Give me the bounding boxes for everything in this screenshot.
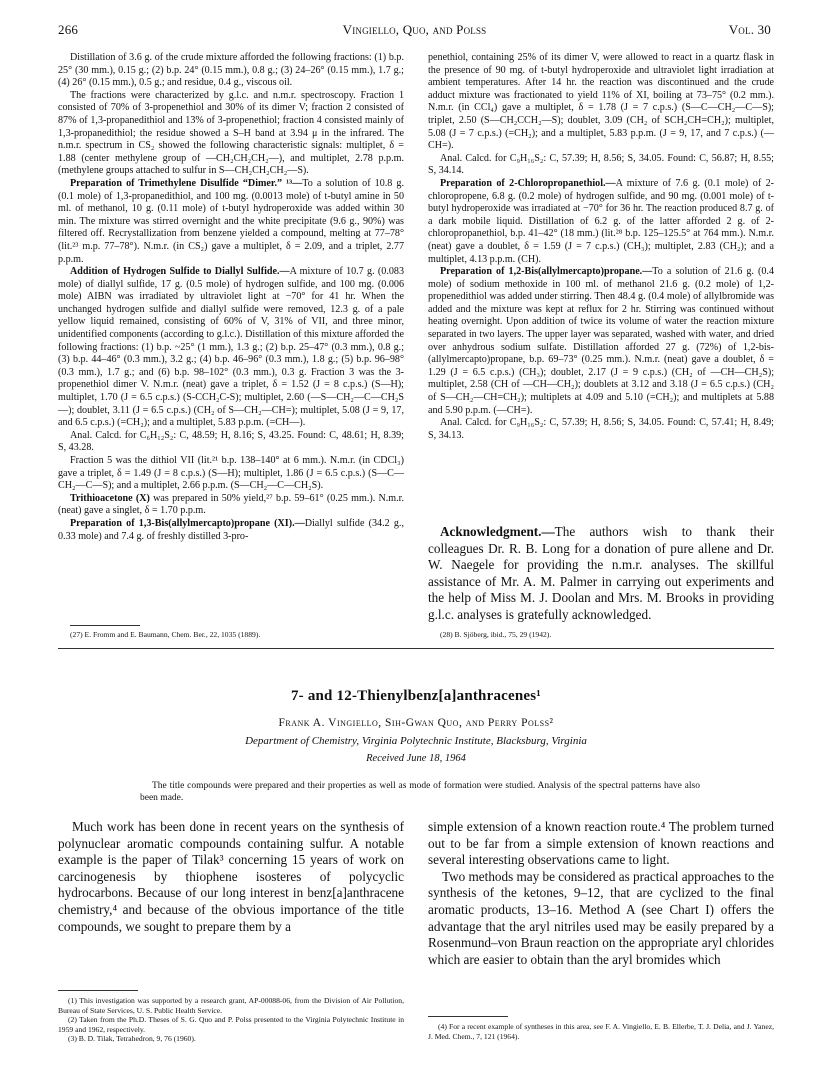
section-heading: Preparation of 1,3-Bis(allylmercapto)propane (XI).— — [70, 517, 305, 529]
footnote: (2) Taken from the Ph.D. Theses of S. G. Quo and P. Polss presented to the Virginia Polytechnic Institute in 1959 and 1962, respectively. — [58, 1015, 404, 1034]
section-heading: Preparation of Trimethylene Disulfide “Dimer.” ¹³— — [70, 177, 303, 189]
section-heading: Addition of Hydrogen Sulfide to Diallyl Sulfide.— — [70, 266, 290, 278]
footnote-divider — [428, 1016, 508, 1017]
section-heading: Preparation of 2-Chloropropanethiol.— — [440, 177, 616, 189]
paragraph: Two methods may be considered as practical approaches to the synthesis of the ketones, 9–12, that are cyclized to the final aromatic products, 13–16. Method A (see Chart I) offers the advantage that the aryl nitriles used may be easily prepared by a Rosenmund–von Braun reaction on the appropriate aryl chlorides which are easier to obtain than the aryl bromides which — [428, 868, 774, 967]
paragraph: Addition of Hydrogen Sulfide to Diallyl Sulfide.—A mixture of 10.7 g. (0.083 mole) of diallyl sulfide, 17 g. (0.5 mole) of hydrogen sulfide, and 100 mg. (0.006 mole) AIBN was irradiated by ultraviolet light at −70° for 41 hr. When the unchanged hydrogen sulfide and diallyl sulfide were removed, 12.3 g. of a pale yellow liquid remained, consisting of 60% of V, 31% of VII, and three minor, unidentified components (according to g.l.c.). Distillation of this mixture afforded the following fractions: (1) b.p. ~25° (1 mm.), 1.3 g.; (2) b.p. 25–47° (0.3 mm.), 0.8 g.; (3) b.p. 44–46° (0.3 mm.), 3.2 g.; (4) b.p. 46–96° (0.3 mm.), 1.8 g.; (5) b.p. 96–98° (0.3 mm.), 1.7 g.; and (6) b.p. 98–102° (0.3 mm.), 0.3 g. Fraction 3 was the 3-propenethiol dimer V. N.m.r. (neat) gave a triplet, δ = 1.52 (J = 8 c.p.s.) (S—H); multiplet, 1.70 (J = 6.5 c.p.s.) (S-CCH₂C-S); multiplet, 2.60 (—S—CH₂—C—CH₂S—); doublet, 3.11 (J = 6.5 c.p.s.) (CH₂ of S—CH₂—CH=); multiplet, 5.08 (J = 9, 17, and 6.5 c.p.s.) (=CH₂); and a multiplet, 5.83 p.p.m. (=CH—). — [58, 266, 404, 429]
article-affiliation: Department of Chemistry, Virginia Polytechnic Institute, Blacksburg, Virginia — [245, 735, 587, 747]
article-footnotes — [58, 996, 404, 1044]
footnote: (27) E. Fromm and E. Baumann, Chem. Ber., 22, 1035 (1889). — [70, 630, 261, 639]
section-heading: Trithioacetone (X) — [70, 492, 150, 504]
volume-label: Vol. 30 — [728, 22, 771, 37]
right-column-text — [428, 52, 774, 442]
footnote: (3) B. D. Tilak, Tetrahedron, 9, 76 (1960). — [68, 1034, 196, 1043]
paragraph: Preparation of 1,2-Bis(allylmercapto)propane.—To a solution of 21.6 g. (0.4 mole) of sodium methoxide in 100 ml. of methanol 21.6 g. (0.2 mole) of 1,2-propenedithiol was added under stirring. Then 48.4 g. (0.4 mole) of allylbromide was added and the mixture was kept at reflux for 2 hr. Stirring was continued without heating overnight. Upon addition of twice its volume of water the reaction mixture separated in two layers. The upper layer was separated, washed with water, and dried over anhydrous sodium sulfate. Distillation afforded 27 g. (72%) of 1,2-bis-(allylmercapto)propane, b.p. 69–73° (0.25 mm.). N.m.r. (neat) gave a doublet, δ = 1.29 (J = 6.5 c.p.s.) (CH₃); doublet, 2.17 (J = 9 c.p.s.) (CH₂ of —CH—CH₂S); multiplet, 2.58 (CH of —CH—CH₂); doublets at 3.12 and 3.18 (J = 6.5 c.p.s.) (CH₂ of S—CH₂—CH=CH₂); multiplets at 4.09 and 5.10 (=CH₂); and multiplets at 5.88 and 5.90 p.p.m. (—CH=). — [428, 266, 774, 416]
paragraph: Much work has been done in recent years on the synthesis of polynuclear aromatic compounds containing sulfur. A notable example is the paper of Tilak³ concerning 15 years of work on carcinogenesis by thiophene isosteres of polycyclic hydrocarbons. Because of our long interest in benz[a]anthracene chemistry,⁴ and because of the obvious importance of the title compounds, we sought to prepare them by a — [58, 819, 404, 934]
footnote-divider — [58, 990, 138, 991]
article-title: 7- and 12-Thienylbenz[a]anthracenes¹ — [290, 688, 542, 704]
article-received-date: Received June 18, 1964 — [366, 753, 466, 764]
paragraph: Anal. Calcd. for C₉H₁₆S₂: C, 57.39; H, 8.56; S, 34.05. Found: C, 56.87; H, 8.55; S, 34.14. — [428, 152, 774, 177]
abstract: The title compounds were prepared and their properties as well as mode of formation were studied. Analysis of the spectral patterns have also been made. — [140, 781, 700, 803]
acknowledgment: Acknowledgment.—The authors wish to thank their colleagues Dr. R. B. Long for a donation of pure allene and Dr. W. Naegele for providing the n.m.r. analyses. The skillful assistance of Mr. A. M. Palmer in carrying out experiments and the help of Miss M. J. Doolan and Mrs. M. Brooks in providing g.l.c. analyses is gratefully acknowledged. — [428, 524, 774, 622]
paragraph: Preparation of Trimethylene Disulfide “Dimer.” ¹³—To a solution of 10.8 g. (0.1 mole) of 1,3-propanedithiol, and 100 mg. (0.0013 mole) of t-butyl amine in 50 ml. of methanol, 10 g. (0.11 mole) of t-butyl hydroperoxide was added within 30 min. The mixture was stirred overnight and the white precipitate (9.6 g., 90%) was filtered off. Recrystallization from benzene yielded a compound, melting at 77–78° (lit.²³ m.p. 77–78°). N.m.r. (in CS₂) gave a multiplet, δ = 2.09, and a triplet, 2.77 p.p.m. — [58, 177, 405, 265]
left-column-text — [58, 52, 404, 543]
section-heading: Preparation of 1,2-Bis(allylmercapto)propane.— — [440, 266, 653, 278]
paragraph: Fraction 5 was the dithiol VII (lit.²¹ b.p. 138–140° at 6 mm.). N.m.r. (in CDCl₃) gave a triplet, δ = 1.49 (J = 8 c.p.s.) (S—H); multiplet, 1.86 (J = 6.5 c.p.s.) (S—C—CH₂—C—S); and a multiplet, 2.66 p.p.m. (S—CH₂—C—CH₂S). — [58, 455, 404, 492]
footnote-divider — [70, 625, 140, 626]
paragraph: Anal. Calcd. for C₉H₁₆S₂: C, 57.39; H, 8.56; S, 34.05. Found: C, 57.41; H, 8.49; S, 34.13. — [428, 417, 774, 441]
section-divider — [58, 648, 774, 649]
paragraph: Trithioacetone (X) was prepared in 50% yield,²⁷ b.p. 59–61° (0.25 mm.). N.m.r. (neat) gave a singlet, δ = 1.70 p.p.m. — [58, 492, 405, 517]
footnote: (4) For a recent example of syntheses in this area, see F. A. Vingiello, E. B. Ellerbe, T. J. Delia, and J. Yanez, J. Med. Chem., 7, 121 (1964). — [428, 1022, 774, 1041]
article-header — [58, 688, 774, 764]
paragraph: penethiol, containing 25% of its dimer V, were allowed to react in a quartz flask in the presence of 90 mg. of t-butyl hydroperoxide and ultraviolet light irradiation at ambient temperatures. After 14 hr. the reaction was discontinued and the crude adduct mixture was fractionated to yield 11% of XI, boiling at 73–75° (0.2 mm.). N.m.r. (in CCl₄) gave a multiplet, δ = 1.78 (J = 7 c.p.s.) (S—C—CH₂—C—S); triplet, 2.50 (S—CH₂CCH₂—S); doublet, 3.09 (CH₂ of SCH₂CH=CH₂); multiplet, 5.08 (J = 7 c.p.s.) (=CH₂); and a multiplet, 5.83 p.p.m. (J = 9, 17, and 7 c.p.s.) (—CH=). — [428, 52, 774, 152]
paragraph: Preparation of 1,3-Bis(allylmercapto)propane (XI).—Diallyl sulfide (34.2 g., 0.33 mole) and 7.4 g. of freshly distilled 3-pro- — [58, 517, 404, 542]
paragraph: The fractions were characterized by g.l.c. and n.m.r. spectroscopy. Fraction 1 consisted of 70% of 3-propenethiol and 30% of its dimer V; fraction 2 consisted of 87% of 1,3-propanedithiol and 13% of 3-propenethiol; fraction 4 consisted mainly of 1,3-propanedithiol; the residue showed a S–H band at 3.94 μ in the infrared. The n.m.r. spectrum in CS₂ showed the following characteristic signals: multiplet, δ = 1.88 (center methylene group of —CH₂CH₂CH₂—), and multiplet, 2.78 p.p.m. (methylene groups attached to sulfur in S—CH₂CH₂CH₂—S). — [58, 89, 404, 177]
running-title: Vingiello, Quo, and Polss — [342, 22, 487, 37]
paragraph: Distillation of 3.6 g. of the crude mixture afforded the following fractions: (1) b.p. 25° (30 mm.), 0.15 g.; (2) b.p. 24° (0.15 mm.), 0.8 g.; (3) 24–26° (0.15 mm.), 1.7 g.; (4) 26° (0.15 mm.), 0.5 g.; and residue, 0.4 g., viscous oil. — [58, 52, 404, 89]
article-footnotes — [428, 1022, 774, 1041]
article-body-right — [428, 819, 774, 968]
article-body-left — [58, 819, 404, 935]
acknowledgment-heading: Acknowledgment.— — [440, 524, 555, 539]
paragraph: Anal. Calcd. for C₆H₁₂S₂: C, 48.59; H, 8.16; S, 43.25. Found: C, 48.61; H, 8.39; S, 43.28. — [58, 429, 404, 454]
paragraph: Preparation of 2-Chloropropanethiol.—A mixture of 7.6 g. (0.1 mole) of 2-chloropropene, 6.8 g. (0.2 mole) of hydrogen sulfide, and 90 mg. (0.001 mole) of t-butyl hydroperoxide was irradiated at −70° for 36 hr. The reaction produced 8.7 g. of a dark mobile liquid. Distillation of 6.2 g. of the latter afforded 2 g. of 2-chloropropanethiol, b.p. 41–42° (18 mm.) (lit.²⁸ b.p. 125–125.5° at 764 mm.). N.m.r. (neat) gave a doublet, δ = 1.59 (J = 7 c.p.s.) (CH₃); multiplet, 2.83 (CH₂); and a multiplet, 4.13 p.p.m. (CH). — [428, 177, 774, 265]
page-number: 266 — [58, 22, 79, 37]
article-authors: Frank A. Vingiello, Sih-Gwan Quo, and Perry Polss² — [278, 717, 554, 729]
footnote: (1) This investigation was supported by a research grant, AP-00088-06, from the Division of Air Pollution, Bureau of State Services, U. S. Public Health Service. — [58, 996, 404, 1015]
footnote: (28) B. Sjöberg, ibid., 75, 29 (1942). — [440, 630, 552, 639]
paragraph: simple extension of a known reaction route.⁴ The problem turned out to be far from a simple extension of known reactions and several interesting observations came to light. — [428, 819, 774, 868]
running-header — [58, 22, 771, 40]
